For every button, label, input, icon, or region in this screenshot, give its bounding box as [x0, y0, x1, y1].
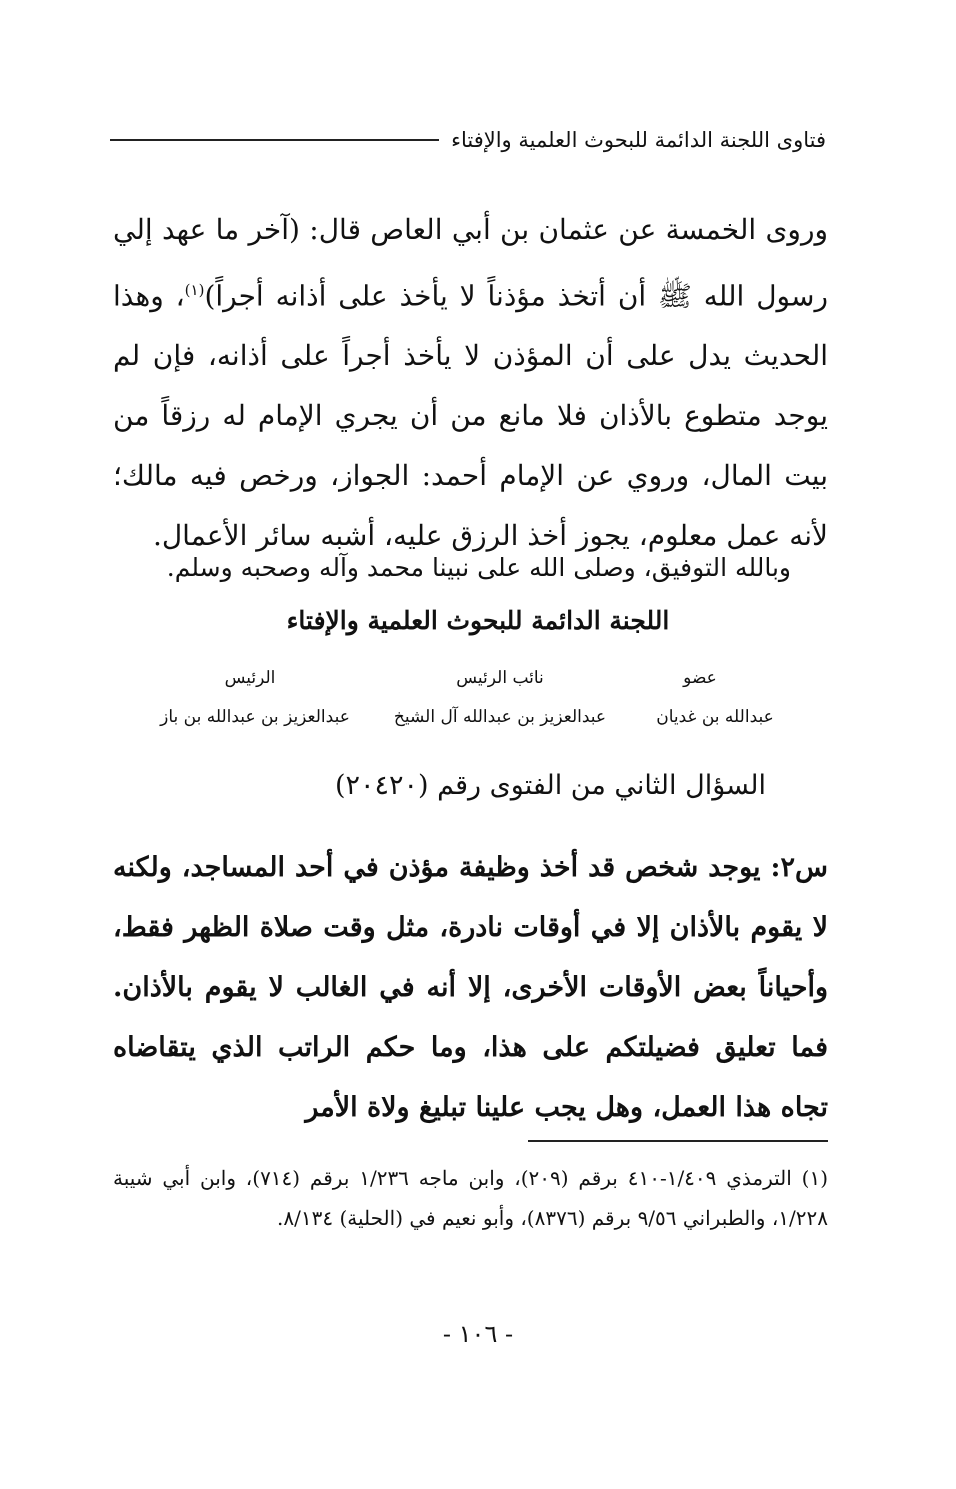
body-paragraph-main: وروى الخمسة عن عثمان بن أبي العاص قال: (آخر ما عهد إلي رسول الله ﷺ أن أتخذ مؤذناً لا يأخذ على أذانه أجراً): [113, 213, 828, 313]
question-paragraph: س٢: يوجد شخص قد أخذ وظيفة مؤذن في أحد المساجد، ولكنه لا يقوم بالأذان إلا في أوقات نادرة، مثل وقت صلاة الظهر فقط، وأحياناً بعض الأوقات الأخرى، إلا أنه في الغالب لا يقوم بالأذان. فما تعليق فضيلتكم على هذا، وما حكم الراتب الذي يتقاضاه تجاه هذا العمل، وهل يجب علينا تبليغ ولاة الأمر: [113, 852, 828, 1123]
fatwa-body: [113, 200, 828, 566]
footnote-rule: [528, 1140, 828, 1142]
body-paragraph-rest: ، وهذا الحديث يدل على أن المؤذن لا يأخذ أجراً على أذانه، فإن لم يوجد متطوع بالأذان فلا مانع من أن يجري الإمام له رزقاً من بيت المال، وروي عن الإمام أحمد: الجواز، ورخص فيه مالك؛ لأنه عمل معلوم، يجوز أخذ الرزق عليه، أشبه سائر الأعمال.: [113, 279, 828, 553]
member-name: عبدالعزيز بن عبدالله بن باز: [160, 707, 350, 727]
member-title: الرئيس: [224, 668, 276, 688]
member-title: نائب الرئيس: [456, 668, 544, 688]
running-title: فتاوى اللجنة الدائمة للبحوث العلمية والإفتاء: [451, 128, 826, 152]
committee-name: اللجنة الدائمة للبحوث العلمية والإفتاء: [286, 606, 670, 635]
page-number: - ١٠٦ -: [442, 1320, 514, 1348]
running-header: [110, 122, 826, 158]
question-heading: السؤال الثاني من الفتوى رقم (٢٠٤٢٠): [334, 770, 766, 801]
closing-line: وبالله التوفيق، وصلى الله على نبينا محمد وآله وصحبه وسلم.: [166, 553, 791, 582]
footnote: [113, 1158, 828, 1238]
body-paragraph: [113, 200, 828, 566]
signature-titles: [140, 668, 800, 688]
member-title: عضو: [683, 668, 717, 688]
question-text: [113, 838, 828, 1138]
member-name: عبدالعزيز بن عبدالله آل الشيخ: [393, 707, 607, 727]
member-name: عبدالله بن غديان: [656, 707, 774, 727]
header-rule: [110, 139, 439, 141]
signature-names: [140, 707, 800, 727]
footnote-text: (١) الترمذي ١/٤٠٩-٤١٠ برقم (٢٠٩)، وابن ماجه ١/٢٣٦ برقم (٧١٤)، وابن أبي شيبة ١/٢٢٨، والطبراني ٩/٥٦ برقم (٨٣٧٦)، وأبو نعيم في (الحلية) ٨/١٣٤.: [113, 1166, 829, 1230]
footnote-marker[interactable]: (١): [184, 281, 205, 299]
